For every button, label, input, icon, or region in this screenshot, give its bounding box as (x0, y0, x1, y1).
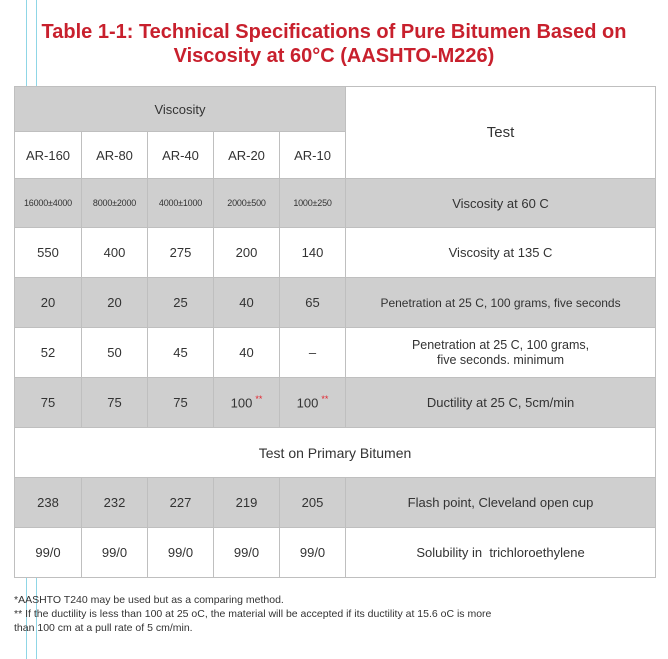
test-cell: Ductility at 25 C, 5cm/min (346, 378, 656, 428)
value-cell: 99/0 (15, 528, 82, 578)
footnote: *AASHTO T240 may be used but as a comparing method. (14, 594, 284, 606)
header-row (15, 87, 656, 132)
table-row (15, 228, 656, 278)
test-cell: Penetration at 25 C, 100 grams, five seconds (346, 278, 656, 328)
table-row (15, 478, 656, 528)
value-cell: 550 (15, 228, 82, 278)
section-row (15, 428, 656, 478)
value-cell: 99/0 (82, 528, 148, 578)
table-title (0, 20, 668, 68)
value-cell (214, 378, 280, 428)
value-cell: 52 (15, 328, 82, 378)
test-cell: Solubility in trichloroethylene (346, 528, 656, 578)
value-cell: 75 (82, 378, 148, 428)
test-cell-line: five seconds. minimum (436, 352, 565, 367)
footnote-marker: ** (321, 394, 329, 405)
test-cell: Viscosity at 60 C (346, 179, 656, 228)
value-cell: 275 (148, 228, 214, 278)
test-cell: Flash point, Cleveland open cup (346, 478, 656, 528)
footnote-marker: ** (255, 394, 263, 405)
table-row (15, 179, 656, 228)
value-cell: – (280, 328, 346, 378)
value-cell: 45 (148, 328, 214, 378)
value-cell: 99/0 (148, 528, 214, 578)
value-cell: 16000±4000 (15, 179, 82, 228)
value-cell: 140 (280, 228, 346, 278)
value-cell (280, 378, 346, 428)
grade-cell: AR-10 (280, 132, 346, 179)
value-cell: 20 (15, 278, 82, 328)
value-text: 100 (296, 395, 319, 411)
value-cell: 1000±250 (280, 179, 346, 228)
value-cell: 2000±500 (214, 179, 280, 228)
spec-table (14, 86, 656, 578)
section-label: Test on Primary Bitumen (15, 428, 656, 478)
value-cell: 232 (82, 478, 148, 528)
value-cell: 99/0 (214, 528, 280, 578)
value-cell: 200 (214, 228, 280, 278)
test-header: Test (346, 87, 656, 179)
value-cell: 65 (280, 278, 346, 328)
value-cell: 4000±1000 (148, 179, 214, 228)
footnotes (14, 593, 654, 635)
test-cell-line: Penetration at 25 C, 100 grams, (411, 337, 590, 352)
value-cell: 400 (82, 228, 148, 278)
table-title-line-2: Viscosity at 60°C (AASHTO-M226) (173, 45, 495, 67)
value-cell: 20 (82, 278, 148, 328)
table-row (15, 378, 656, 428)
value-cell: 75 (15, 378, 82, 428)
table-title-line-1: Table 1-1: Technical Specifications of Pure Bitumen Based on (41, 21, 627, 43)
test-cell (346, 328, 656, 378)
table-row (15, 278, 656, 328)
footnote: ** If the ductility is less than 100 at 25 oC, the material will be accepted if its ductility at 15.6 oC is more (14, 608, 492, 620)
value-cell: 40 (214, 278, 280, 328)
grade-cell: AR-20 (214, 132, 280, 179)
value-cell: 99/0 (280, 528, 346, 578)
grade-cell: AR-80 (82, 132, 148, 179)
test-cell: Viscosity at 135 C (346, 228, 656, 278)
grade-cell: AR-40 (148, 132, 214, 179)
grade-cell: AR-160 (15, 132, 82, 179)
viscosity-header: Viscosity (15, 87, 346, 132)
value-cell: 25 (148, 278, 214, 328)
value-text: 100 (230, 395, 253, 411)
value-cell: 227 (148, 478, 214, 528)
value-cell: 205 (280, 478, 346, 528)
table-row (15, 328, 656, 378)
value-cell: 8000±2000 (82, 179, 148, 228)
table-row (15, 528, 656, 578)
value-cell: 219 (214, 478, 280, 528)
footnote: than 100 cm at a pull rate of 5 cm/min. (14, 622, 193, 634)
value-cell: 40 (214, 328, 280, 378)
value-cell: 75 (148, 378, 214, 428)
value-cell: 50 (82, 328, 148, 378)
value-cell: 238 (15, 478, 82, 528)
